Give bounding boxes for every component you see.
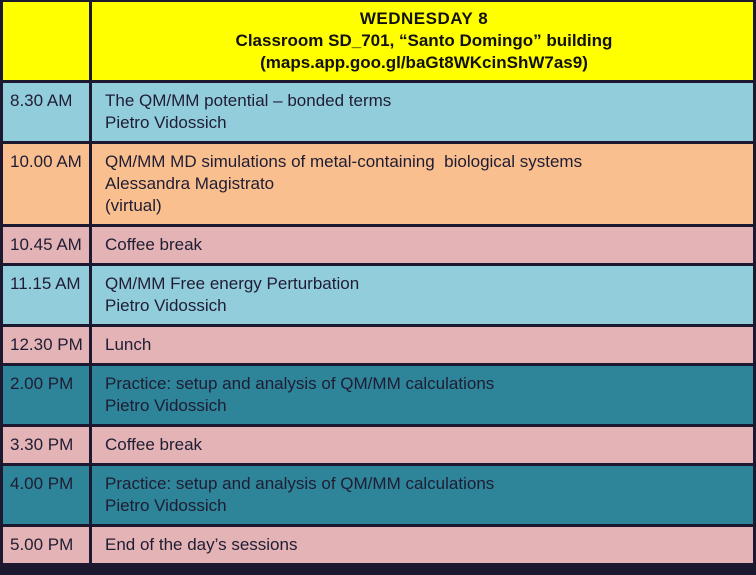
map-link-text: (maps.app.goo.gl/baGt8WKcinShW7as9) — [260, 53, 588, 72]
session-title: Coffee break — [105, 435, 203, 454]
schedule-row-1115am — [3, 266, 753, 324]
time-cell: 10.00 AM — [3, 144, 89, 224]
time-cell: 5.00 PM — [3, 527, 89, 563]
session-cell — [92, 466, 753, 524]
speaker-name: Pietro Vidossich — [105, 113, 227, 132]
header-row — [3, 2, 753, 80]
header-time-spacer — [3, 2, 89, 80]
session-note: (virtual) — [105, 196, 162, 215]
speaker-name: Pietro Vidossich — [105, 396, 227, 415]
schedule-row-200pm — [3, 366, 753, 424]
session-cell — [92, 227, 753, 263]
session-cell — [92, 366, 753, 424]
schedule-row-500pm — [3, 527, 753, 563]
session-cell — [92, 527, 753, 563]
header-cell — [92, 2, 753, 80]
schedule-row-1045am — [3, 227, 753, 263]
session-cell — [92, 266, 753, 324]
session-title: QM/MM Free energy Perturbation — [105, 274, 360, 293]
day-title: WEDNESDAY 8 — [359, 9, 489, 28]
time-cell: 8.30 AM — [3, 83, 89, 141]
session-cell — [92, 144, 753, 224]
session-title: Practice: setup and analysis of QM/MM calculations — [105, 374, 495, 393]
time-cell: 3.30 PM — [3, 427, 89, 463]
session-title: Practice: setup and analysis of QM/MM calculations — [105, 474, 495, 493]
speaker-name: Alessandra Magistrato — [105, 174, 275, 193]
session-cell — [92, 327, 753, 363]
session-title: QM/MM MD simulations of metal-containing biological systems — [105, 152, 583, 171]
time-cell: 4.00 PM — [3, 466, 89, 524]
schedule-row-1230pm — [3, 327, 753, 363]
time-cell: 11.15 AM — [3, 266, 89, 324]
schedule-row-330pm — [3, 427, 753, 463]
session-title: End of the day’s sessions — [105, 535, 298, 554]
time-cell: 10.45 AM — [3, 227, 89, 263]
location-line: Classroom SD_701, “Santo Domingo” building — [235, 31, 613, 50]
schedule-row-830am — [3, 83, 753, 141]
session-cell — [92, 427, 753, 463]
schedule-row-1000am — [3, 144, 753, 224]
speaker-name: Pietro Vidossich — [105, 296, 227, 315]
session-title: The QM/MM potential – bonded terms — [105, 91, 392, 110]
session-cell — [92, 83, 753, 141]
time-cell: 2.00 PM — [3, 366, 89, 424]
speaker-name: Pietro Vidossich — [105, 496, 227, 515]
session-title: Coffee break — [105, 235, 203, 254]
time-cell: 12.30 PM — [3, 327, 89, 363]
session-title: Lunch — [105, 335, 152, 354]
schedule-row-400pm — [3, 466, 753, 524]
